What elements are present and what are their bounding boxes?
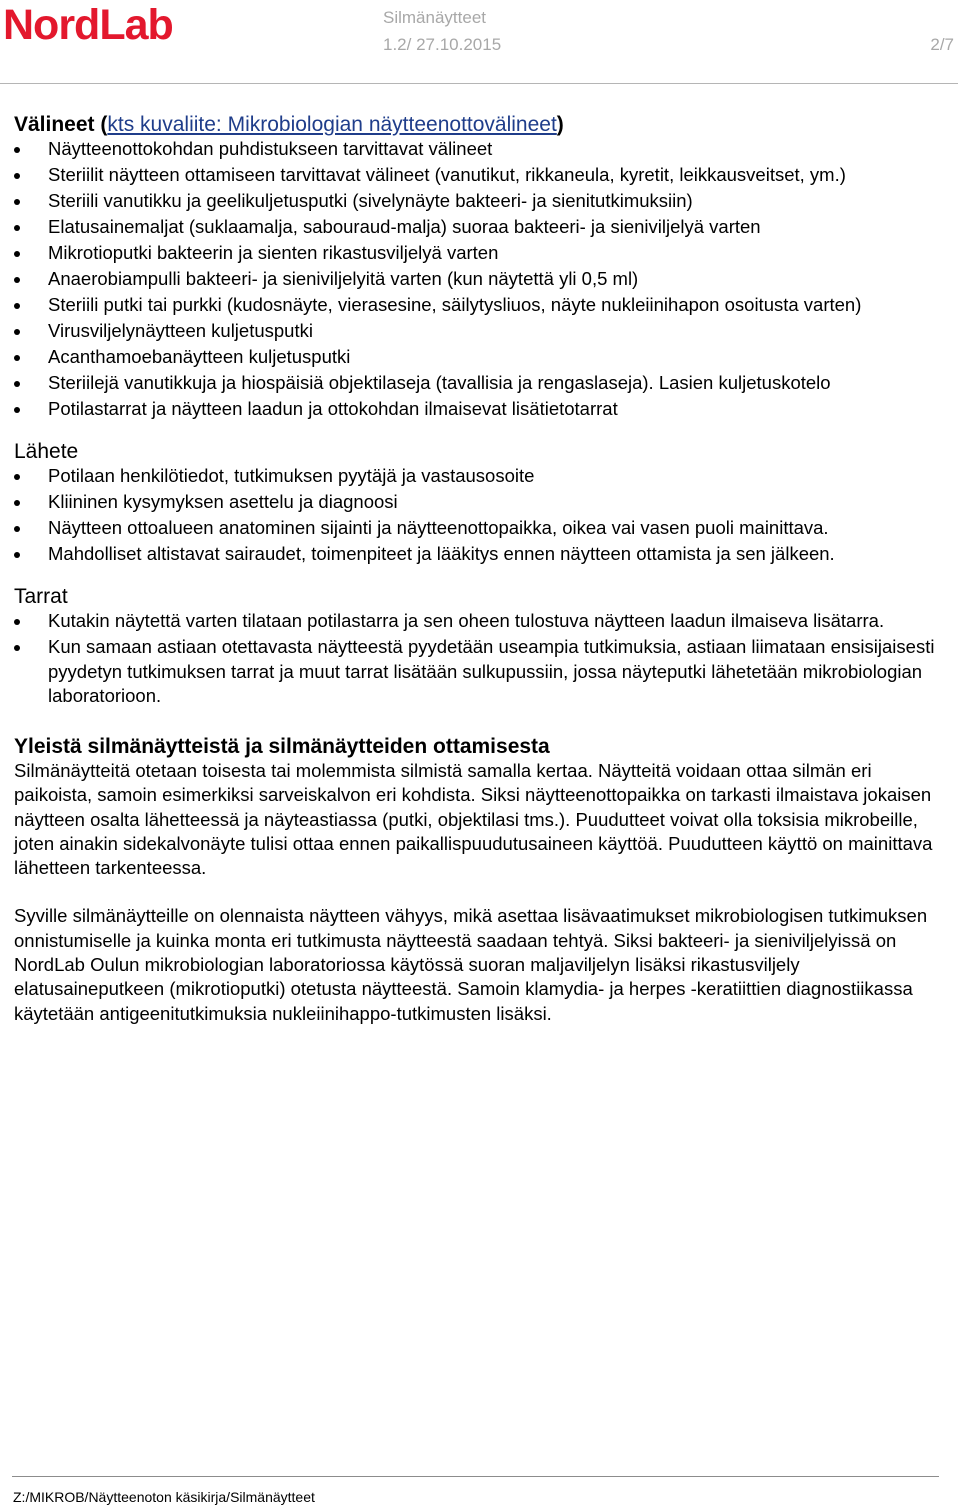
list-item: Kliininen kysymyksen asettelu ja diagnoosi <box>14 490 944 515</box>
list-item: Kutakin näytettä varten tilataan potilastarra ja sen oheen tulostuva näytteen laadun ilmaiseva lisätarra. <box>14 609 944 634</box>
paragraph: Syville silmänäytteille on olennaista näytteen vähyys, mikä asettaa lisävaatimukset mikrobiologisen tutkimuksen onnistumiselle ja kuinka monta eri tutkimusta näytteestä saadaan tehtyä. Siksi bakteeri- ja sieniviljelyissä on NordLab Oulun mikrobiologian laboratoriossa käytössä suoran maljaviljelyn lisäksi rikastusviljely elatusaineputkeen (mikrotioputki) otetusta näytteestä. Samoin klamydia- ja herpes -keratiittien diagnostiikassa käytetään antigeenitutkimuksia nukleiinihappo-tutkimusten lisäksi. <box>14 905 928 1024</box>
list-item: Virusviljelynäytteen kuljetusputki <box>14 319 944 344</box>
illustration-appendix-link[interactable]: kts kuvaliite: Mikrobiologian näytteenottovälineet <box>107 113 557 136</box>
footer-file-path: Z:/MIKROB/Näytteenoton käsikirja/Silmänäytteet <box>13 1489 315 1505</box>
list-item: Potilastarrat ja näytteen laadun ja ottokohdan ilmaisevat lisätietotarrat <box>14 397 944 422</box>
nordlab-logo: NordLab <box>3 1 173 49</box>
section-heading-valineet <box>14 112 944 137</box>
list-item: Steriili putki tai purkki (kudosnäyte, vierasesine, säilytysliuos, näyte nukleiinihapon osoitusta varten) <box>14 293 944 318</box>
footer-divider <box>12 1476 939 1477</box>
list-item: Steriilit näytteen ottamiseen tarvittavat välineet (vanutikut, rikkaneula, kyretit, leikkausveitset, ym.) <box>14 163 944 188</box>
page-number: 2/7 <box>930 35 954 54</box>
header-divider <box>0 83 958 84</box>
list-item: Steriili vanutikku ja geelikuljetusputki (sivelynäyte bakteeri- ja sienitutkimuksiin) <box>14 189 944 214</box>
list-item: Acanthamoebanäytteen kuljetusputki <box>14 345 944 370</box>
heading-suffix: ) <box>556 113 564 136</box>
list-item: Potilaan henkilötiedot, tutkimuksen pyytäjä ja vastausosoite <box>14 464 944 489</box>
heading-prefix: Välineet ( <box>14 113 108 136</box>
list-item: Anaerobiampulli bakteeri- ja sieniviljelyitä varten (kun näytettä yli 0,5 ml) <box>14 267 944 292</box>
list-item: Steriilejä vanutikkuja ja hiospäisiä objektilaseja (tavallisia ja rengaslaseja). Lasien kuljetuskotelo <box>14 371 944 396</box>
document-version: 1.2/ 27.10.2015 <box>383 35 502 54</box>
document-title: Silmänäytteet <box>383 8 486 27</box>
list-item: Näytteen ottoalueen anatominen sijainti ja näytteenottopaikka, oikea vai vasen puoli mainittava. <box>14 516 944 541</box>
list-item: Elatusainemaljat (suklaamalja, sabouraud-malja) suoraa bakteeri- ja sieniviljelyä varten <box>14 215 944 240</box>
paragraph: Silmänäytteitä otetaan toisesta tai molemmista silmistä samalla kertaa. Näytteitä voidaan ottaa silmän eri paikoista, samoin esimerkiksi sarveiskalvon eri kohdista. Siksi näytteenottopaikka on tarkasti ilmaistava jokaisen näytteen osalta lähetteessä ja näyteastiassa (putki, objektilasi tms.). Puudutteet voivat olla toksisia mikrobeille, joten ainakin sidekalvonäyte tulisi ottaa ennen paikallispuudutusaineen käyttöä. Puudutteen käyttö on mainittava lähetteen tarkenteessa. <box>14 760 933 879</box>
document-body <box>14 112 944 1026</box>
list-item: Mikrotioputki bakteerin ja sienten rikastusviljelyä varten <box>14 241 944 266</box>
list-item: Kun samaan astiaan otettavasta näytteestä pyydetään useampia tutkimuksia, astiaan liimataan ensisijaisesti pyydetyn tutkimuksen tarrat ja muut tarrat lisätään sulkupussiin, jossa näyteputki lähetetään mikrobiologian laboratorioon. <box>14 635 944 709</box>
valineet-list <box>14 137 944 422</box>
list-item: Näytteenottokohdan puhdistukseen tarvittavat välineet <box>14 137 944 162</box>
section-heading-yleista: Yleistä silmänäytteistä ja silmänäytteiden ottamisesta <box>14 735 550 758</box>
tarrat-list <box>14 609 944 709</box>
page-header <box>0 0 960 84</box>
section-heading-lahete: Lähete <box>14 440 79 463</box>
lahete-list <box>14 464 944 567</box>
list-item: Mahdolliset altistavat sairaudet, toimenpiteet ja lääkitys ennen näytteen ottamista ja sen jälkeen. <box>14 542 944 567</box>
section-heading-tarrat: Tarrat <box>14 585 68 608</box>
